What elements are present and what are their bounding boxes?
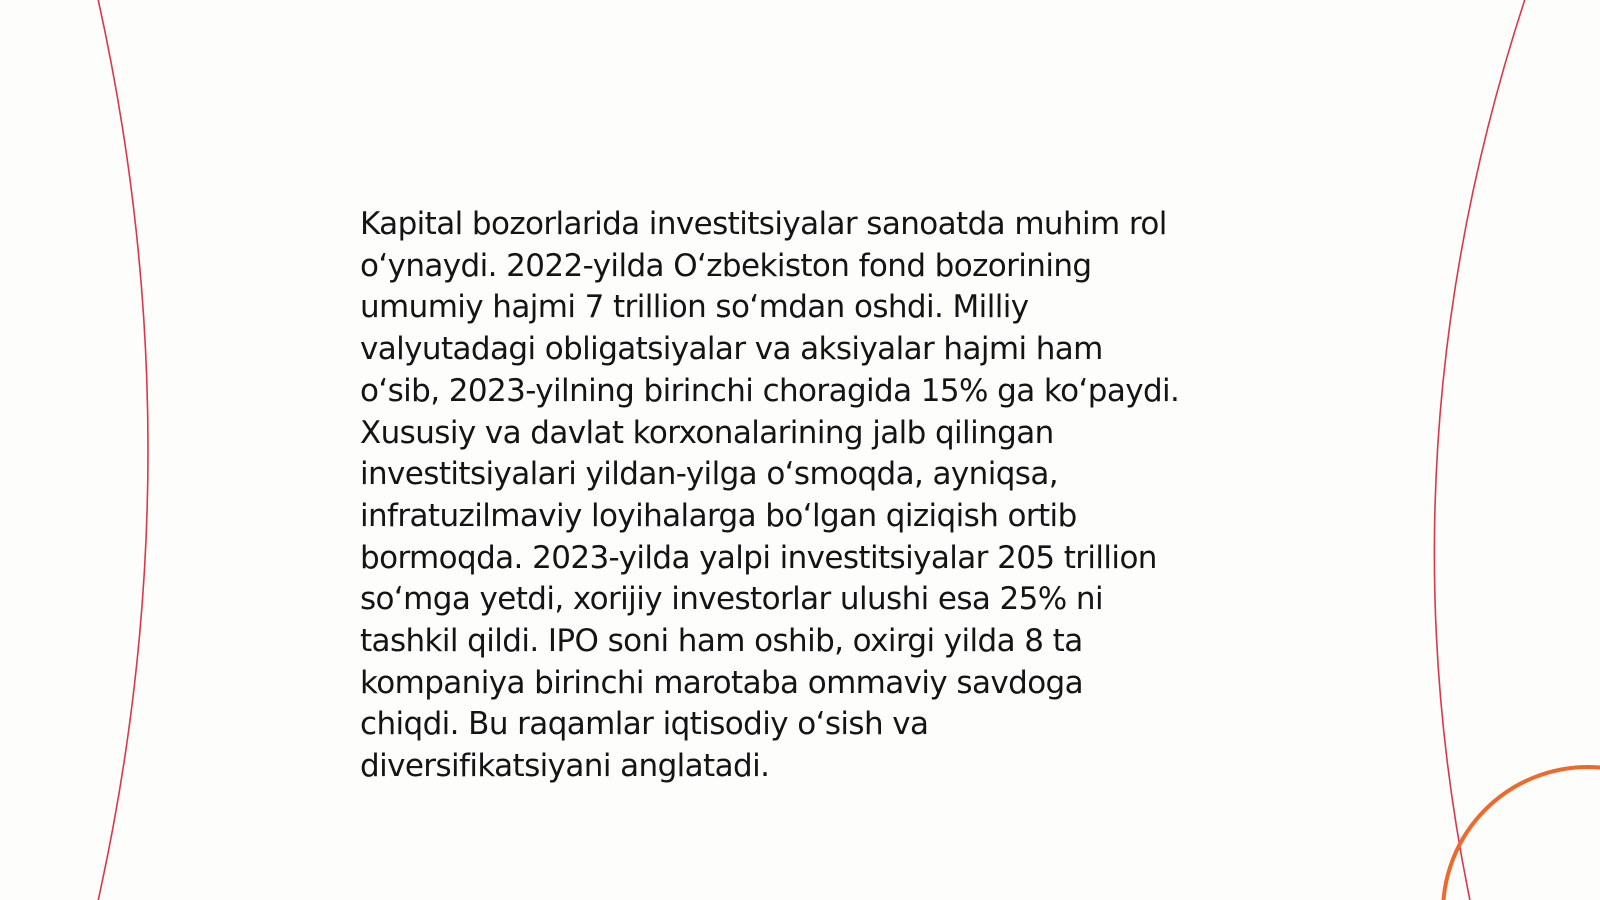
body-line: Kapital bozorlarida investitsiyalar sanoatda muhim rol — [360, 206, 1167, 242]
body-line: diversifikatsiyani anglatadi. — [360, 748, 770, 785]
body-line: investitsiyalari yildan-yilga o‘smoqda, ayniqsa, — [360, 456, 1058, 493]
body-line: infratuzilmaviy loyihalarga bo‘lgan qiziqish ortib — [360, 497, 1077, 534]
right-arc-line — [1434, 0, 1528, 900]
body-line: tashkil qildi. IPO soni ham oshib, oxirgi yilda 8 ta — [360, 623, 1083, 660]
body-line: chiqdi. Bu raqamlar iqtisodiy o‘sish va — [360, 706, 929, 743]
body-line: o‘ynaydi. 2022-yilda O‘zbekiston fond bozorining — [360, 247, 1092, 284]
left-arc-line — [96, 0, 148, 900]
body-line: bormoqda. 2023-yilda yalpi investitsiyalar 205 trillion — [360, 539, 1157, 576]
body-line: umumiy hajmi 7 trillion so‘mdan oshdi. Milliy — [360, 289, 1029, 326]
body-line: o‘sib, 2023-yilning birinchi choragida 15% ga ko‘paydi. — [360, 372, 1180, 409]
body-line: Xususiy va davlat korxonalarining jalb qilingan — [360, 414, 1054, 451]
body-paragraph — [360, 204, 1250, 788]
body-line: kompaniya birinchi marotaba ommaviy savdoga — [360, 664, 1084, 701]
body-line: so‘mga yetdi, xorijiy investorlar ulushi esa 25% ni — [360, 581, 1103, 618]
body-line: valyutadagi obligatsiyalar va aksiyalar hajmi ham — [360, 331, 1103, 368]
